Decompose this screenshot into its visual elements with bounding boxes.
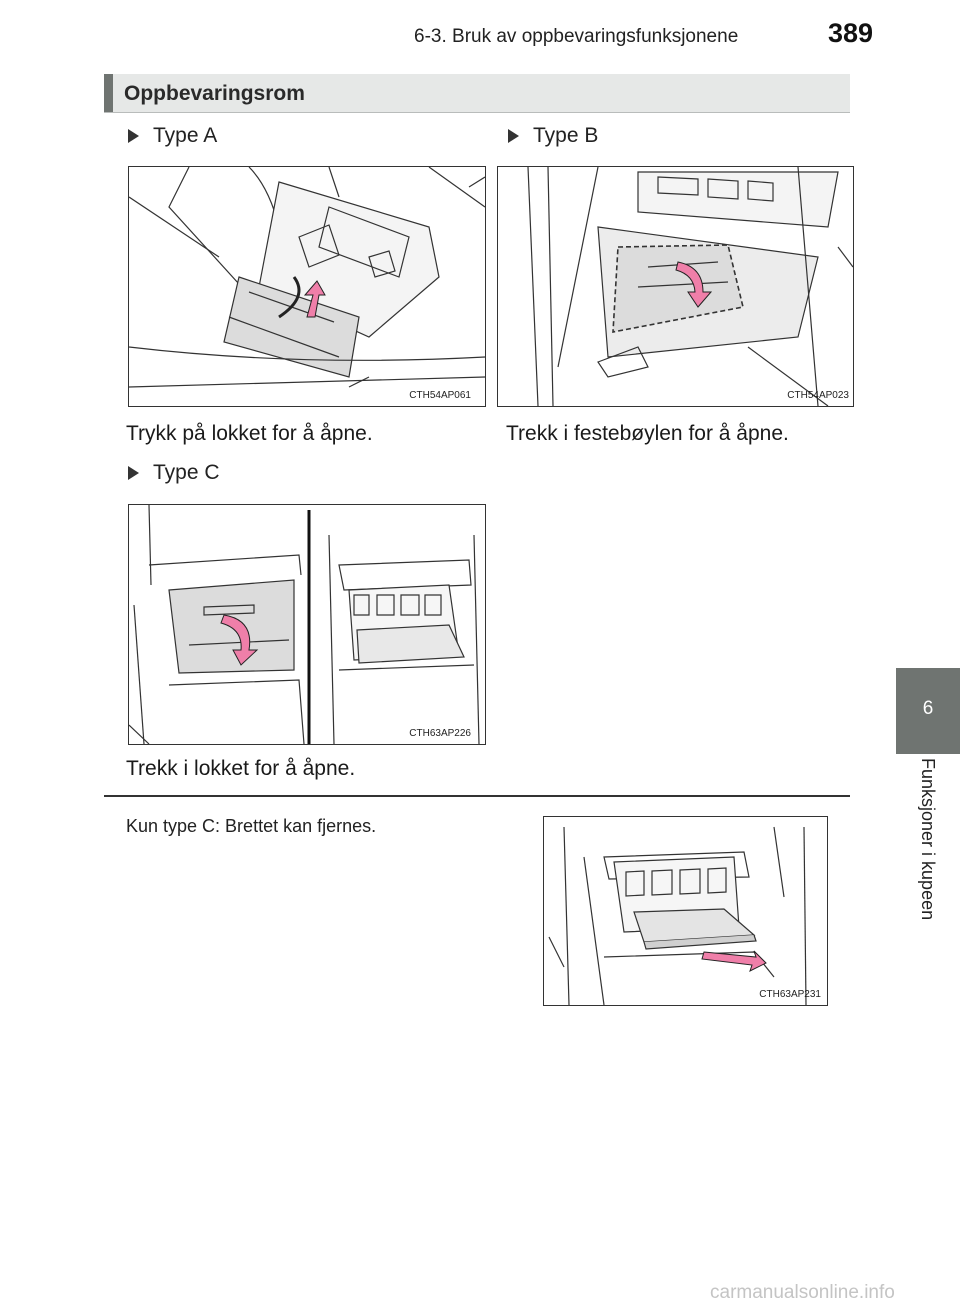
type-c-illustration (129, 505, 485, 744)
figure-type-a (128, 166, 486, 407)
figure-type-b (497, 166, 854, 407)
type-b-text: Type B (533, 124, 599, 147)
section-title: 6-3. Bruk av oppbevaringsfunksjonene (414, 26, 739, 47)
heading-title: Oppbevaringsrom (124, 82, 305, 105)
type-b-illustration (498, 167, 853, 406)
figure-type-c (128, 504, 486, 745)
chapter-tab (896, 668, 960, 754)
page-number: 389 (828, 18, 874, 48)
type-a-label (128, 124, 217, 148)
figure-code-c: CTH63AP226 (409, 728, 471, 739)
type-b-label (508, 124, 598, 148)
tray-note: Kun type C: Brettet kan fjernes. (126, 816, 377, 836)
tray-removal-illustration (544, 817, 827, 1005)
caption-type-b: Trekk i festebøylen for å åpne. (506, 422, 789, 445)
heading-bar (104, 74, 850, 113)
chapter-number: 6 (922, 698, 934, 719)
figure-code-b: CTH54AP023 (787, 390, 849, 401)
bullet-triangle-icon (128, 466, 139, 480)
section-separator (104, 795, 850, 797)
caption-type-a: Trykk på lokket for å åpne. (126, 422, 373, 445)
type-c-label (128, 461, 220, 485)
caption-type-c: Trekk i lokket for å åpne. (126, 757, 356, 780)
type-a-illustration (129, 167, 485, 406)
figure-tray-removal (543, 816, 828, 1006)
type-a-text: Type A (153, 124, 218, 147)
figure-code-a: CTH54AP061 (409, 390, 471, 401)
watermark: carmanualsonline.info (710, 1282, 895, 1303)
bullet-triangle-icon (128, 129, 139, 143)
type-c-text: Type C (153, 461, 220, 484)
chapter-title-vertical (896, 754, 960, 1004)
bullet-triangle-icon (508, 129, 519, 143)
heading-accent (104, 74, 113, 112)
figure-code-tray: CTH63AP231 (759, 989, 821, 1000)
chapter-title: Funksjoner i kupeen (918, 758, 938, 921)
